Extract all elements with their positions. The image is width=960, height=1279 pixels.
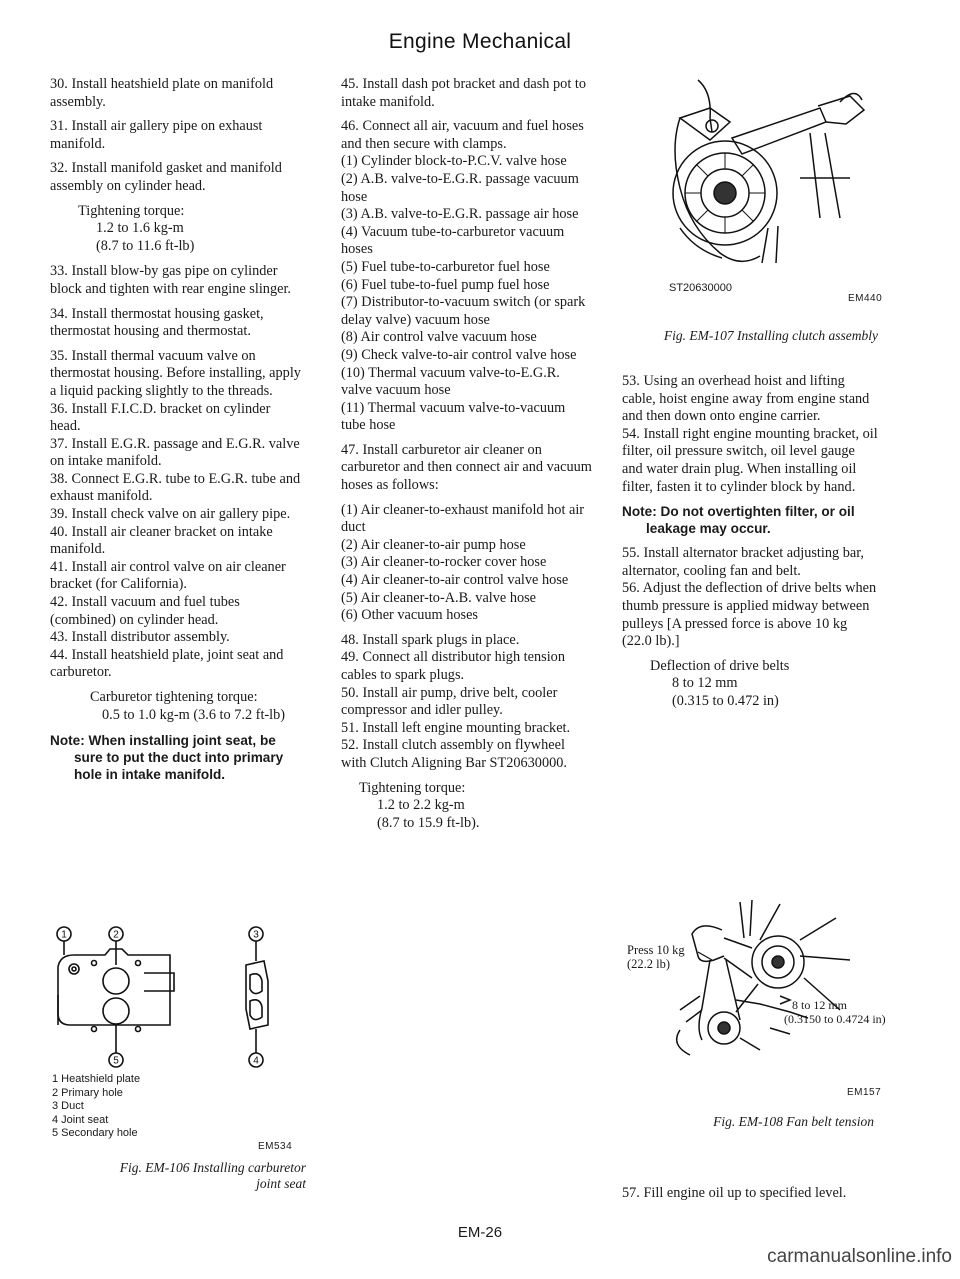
step-45: 45. Install dash pot bracket and dash pot to intake manifold. (341, 76, 586, 110)
figure-code-em534: EM534 (258, 1141, 293, 1152)
tool-number-label: ST20630000 (669, 282, 732, 294)
hose-2: (2) A.B. valve-to-E.G.R. passage vacuum hose (341, 170, 579, 205)
callout-2: 2 (113, 929, 119, 941)
callout-4: 4 (253, 1055, 259, 1067)
note-rest: leakage may occur. (646, 521, 771, 537)
step-56: 56. Adjust the deflection of drive belts when thumb pressure is applied midway between pulleys [A pressed force is above 10 kg (22.0 lb).] (622, 580, 877, 650)
deflection-callout-in: (0.3150 to 0.4724 in) (784, 1012, 886, 1026)
legend-item: 3 Duct (52, 1100, 84, 1112)
torque-value-imperial: (8.7 to 15.9 ft-lb). (377, 814, 480, 831)
deflection-callout-mm: 8 to 12 mm (792, 998, 848, 1012)
note-joint-seat (50, 732, 304, 783)
press-force-imperial: (22.2 lb) (627, 957, 671, 971)
step-41: 41. Install air control valve on air cleaner bracket (for California). (50, 558, 286, 593)
step-32: 32. Install manifold gasket and manifold assembly on cylinder head. (50, 160, 282, 194)
column-left (50, 76, 304, 791)
press-force-label (627, 943, 685, 971)
step-54: 54. Install right engine mounting bracket, oil filter, oil pressure switch, oil level gauge and water drain plug. When installing oil filter, fasten it to cylinder block by hand. (622, 425, 878, 495)
hose-10: (10) Thermal vacuum valve-to-E.G.R. valve vacuum hose (341, 364, 560, 399)
air-hose-5: (5) Air cleaner-to-A.B. valve hose (341, 589, 537, 606)
column-right (622, 373, 878, 719)
figure-fan-belt-tension (640, 900, 870, 1060)
air-hose-2: (2) Air cleaner-to-air pump hose (341, 536, 526, 553)
hose-1: (1) Cylinder block-to-P.C.V. valve hose (341, 153, 567, 170)
figure-carburetor-joint-seat (50, 925, 280, 1065)
hose-7: (7) Distributor-to-vacuum switch (or spark delay valve) vacuum hose (341, 294, 586, 328)
step-50: 50. Install air pump, drive belt, cooler compressor and idler pulley. (341, 684, 558, 719)
torque-value-metric: 1.2 to 2.2 kg-m (377, 797, 465, 814)
carburetor-torque-spec (50, 689, 304, 724)
step-46: 46. Connect all air, vacuum and fuel hoses and then secure with clamps. (341, 118, 584, 152)
air-hose-1: (1) Air cleaner-to-exhaust manifold hot air duct (341, 501, 585, 536)
torque-label: Tightening torque: (359, 779, 466, 796)
hose-11: (11) Thermal vacuum valve-to-vacuum tube hose (341, 399, 566, 434)
hose-8: (8) Air control valve vacuum hose (341, 329, 537, 346)
step-37: 37. Install E.G.R. passage and E.G.R. valve on intake manifold. (50, 435, 300, 470)
step-31: 31. Install air gallery pipe on exhaust manifold. (50, 118, 263, 152)
legend-item: 2 Primary hole (52, 1086, 123, 1099)
step-51: 51. Install left engine mounting bracket. (341, 719, 571, 736)
step-48: 48. Install spark plugs in place. (341, 631, 520, 648)
step-30: 30. Install heatshield plate on manifold assembly. (50, 76, 274, 110)
step-44: 44. Install heatshield plate, joint seat and carburetor. (50, 646, 284, 681)
caption-line: joint seat (256, 1176, 306, 1191)
legend-item: 1 Heatshield plate (52, 1073, 141, 1085)
note-head: Note: Do not overtighten filter, or oil (622, 504, 855, 520)
figure-caption-em106 (96, 1160, 306, 1192)
step-43: 43. Install distributor assembly. (50, 629, 230, 646)
hose-9: (9) Check valve-to-air control valve hose (341, 346, 577, 363)
hose-4: (4) Vacuum tube-to-carburetor vacuum hoses (341, 223, 565, 258)
step-38: 38. Connect E.G.R. tube to E.G.R. tube and exhaust manifold. (50, 470, 301, 505)
callout-3: 3 (253, 929, 259, 941)
callout-5: 5 (113, 1055, 119, 1067)
step-57: 57. Fill engine oil up to specified level. (622, 1185, 847, 1201)
page-header: Engine Mechanical (388, 30, 572, 53)
air-hose-3: (3) Air cleaner-to-rocker cover hose (341, 554, 547, 571)
figure-installing-clutch (650, 78, 870, 283)
note-head: Note: When installing joint seat, be (50, 733, 276, 749)
air-hose-6: (6) Other vacuum hoses (341, 607, 478, 624)
page-number: EM-26 (457, 1224, 503, 1241)
deflection-label: Deflection of drive belts (650, 657, 790, 674)
figure-legend (52, 1073, 192, 1141)
step-39: 39. Install check valve on air gallery pipe. (50, 506, 291, 523)
callout-1: 1 (61, 929, 67, 941)
step-55: 55. Install alternator bracket adjusting bar, alternator, cooling fan and belt. (622, 545, 864, 579)
torque-value-metric: 1.2 to 1.6 kg-m (96, 220, 184, 237)
watermark: carmanualsonline.info (767, 1246, 952, 1267)
step-36: 36. Install F.I.C.D. bracket on cylinder head. (50, 400, 271, 435)
column-middle (341, 76, 593, 840)
torque-spec-manifold (50, 203, 304, 256)
torque-spec-clutch (341, 780, 593, 833)
step-33: 33. Install blow-by gas pipe on cylinder block and tighten with rear engine slinger. (50, 263, 291, 297)
torque-value-imperial: (8.7 to 11.6 ft-lb) (96, 237, 195, 254)
carburetor-torque-label: Carburetor tightening torque: (90, 689, 258, 705)
air-hose-4: (4) Air cleaner-to-air control valve hose (341, 572, 569, 589)
carburetor-torque-value: 0.5 to 1.0 kg-m (3.6 to 7.2 ft-lb) (102, 706, 286, 723)
note-rest: sure to put the duct into primary hole in intake manifold. (74, 750, 284, 783)
step-53: 53. Using an overhead hoist and lifting cable, hoist engine away from engine stand and then down onto engine carrier. (622, 373, 870, 425)
deflection-value-imperial: (0.315 to 0.472 in) (672, 692, 779, 709)
figure-code-em440: EM440 (848, 293, 883, 304)
caption-line: Fig. EM-106 Installing carburetor (119, 1160, 306, 1175)
hose-6: (6) Fuel tube-to-fuel pump fuel hose (341, 276, 550, 293)
torque-label: Tightening torque: (78, 202, 185, 219)
step-42: 42. Install vacuum and fuel tubes (combined) on cylinder head. (50, 594, 240, 628)
belt-deflection-spec (622, 658, 878, 711)
legend-item: 4 Joint seat (52, 1113, 109, 1126)
hose-3: (3) A.B. valve-to-E.G.R. passage air hose (341, 206, 579, 223)
step-49: 49. Connect all distributor high tension cables to spark plugs. (341, 649, 565, 683)
step-34: 34. Install thermostat housing gasket, thermostat housing and thermostat. (50, 305, 264, 340)
deflection-callout (784, 998, 886, 1026)
figure-code-em157: EM157 (847, 1087, 882, 1098)
figure-caption-em108: Fig. EM-108 Fan belt tension (713, 1114, 874, 1129)
note-oil-filter (622, 503, 878, 537)
step-35: 35. Install thermal vacuum valve on thermostat housing. Before installing, apply a liquid packing slightly to the threads. (50, 347, 301, 399)
press-force-metric: Press 10 kg (627, 943, 685, 957)
deflection-value-metric: 8 to 12 mm (672, 675, 738, 692)
step-52: 52. Install clutch assembly on flywheel with Clutch Aligning Bar ST20630000. (341, 737, 567, 771)
figure-caption-em107: Fig. EM-107 Installing clutch assembly (663, 328, 878, 343)
step-40: 40. Install air cleaner bracket on intake manifold. (50, 523, 273, 558)
hose-5: (5) Fuel tube-to-carburetor fuel hose (341, 258, 550, 275)
legend-item: 5 Secondary hole (52, 1127, 138, 1139)
step-47: 47. Install carburetor air cleaner on carburetor and then connect air and vacuum hoses as follows: (341, 441, 592, 494)
